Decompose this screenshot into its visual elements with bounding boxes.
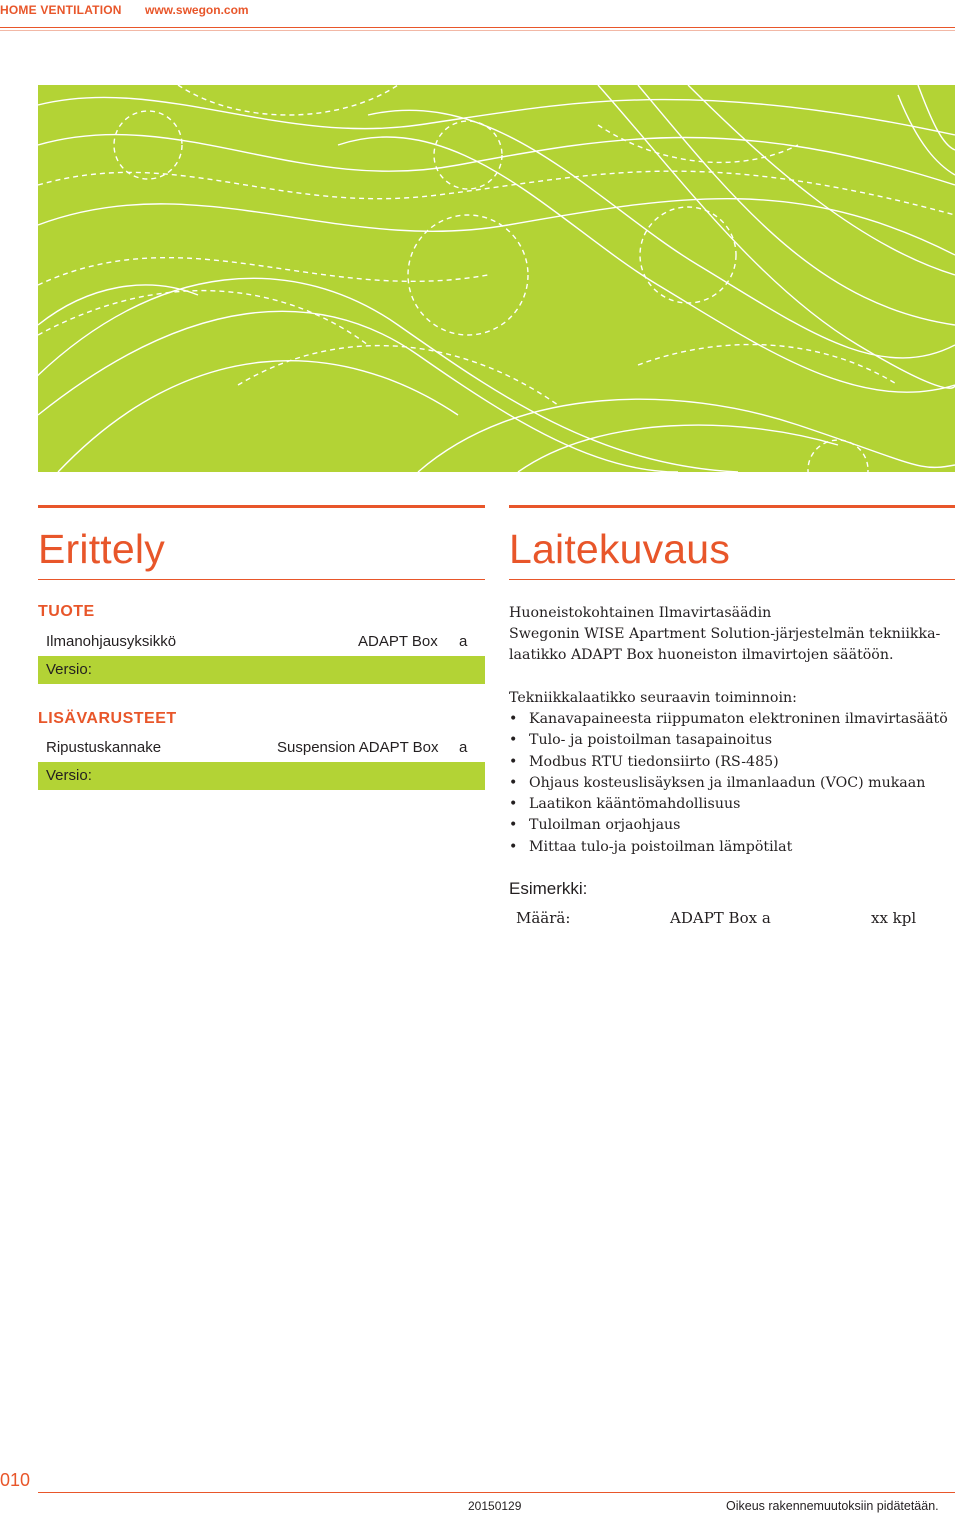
intro-line-2: Swegonin WISE Apartment Solution-järjestelmän tekniikka- [509, 626, 941, 642]
list-item: • Modbus RTU tiedonsiirto (RS-485) [509, 754, 948, 775]
list-item: • Tuloilman orjaohjaus [509, 817, 948, 838]
product-variant: a [459, 633, 468, 650]
header-divider-secondary [0, 30, 955, 31]
page-number: 010 [0, 1470, 31, 1490]
footer-date: 20150129 [468, 1499, 522, 1513]
section-title-erittely: Erittely [38, 526, 165, 572]
list-item: • Laatikon kääntömahdollisuus [509, 796, 948, 817]
example-qty: xx kpl [871, 909, 917, 927]
intro-line-3: laatikko ADAPT Box huoneiston ilmavirtojen säätöön. [509, 647, 894, 663]
header-divider [0, 27, 955, 28]
functions-list [509, 711, 948, 860]
accessory-model: Suspension ADAPT Box [277, 739, 439, 756]
product-model: ADAPT Box [358, 633, 438, 650]
functions-heading: Tekniikkalaatikko seuraavin toiminnoin: [509, 690, 797, 706]
accessory-name: Ripustuskannake [46, 739, 162, 756]
accessories-heading: LISÄVARUSTEET [38, 710, 177, 727]
product-name: Ilmanohjausyksikkö [46, 633, 177, 650]
accessory-version-bar [38, 762, 485, 790]
list-item: • Kanavapaineesta riippumaton elektroninen ilmavirtasäätö [509, 711, 948, 732]
decorative-banner [38, 85, 955, 472]
header-url-link[interactable]: www.swegon.com [145, 3, 249, 17]
description-intro [509, 603, 940, 666]
accessory-variant: a [459, 739, 468, 756]
right-title-underline [509, 579, 955, 580]
footer-divider [38, 1492, 955, 1493]
swirl-pattern-graphic [38, 85, 955, 472]
product-heading: TUOTE [38, 603, 95, 620]
list-item: • Ohjaus kosteuslisäyksen ja ilmanlaadun (VOC) mukaan [509, 775, 948, 796]
right-section-rule [509, 505, 955, 508]
list-item: • Mittaa tulo-ja poistoilman lämpötilat [509, 839, 948, 860]
example-product: ADAPT Box a [670, 909, 771, 927]
example-heading: Esimerkki: [509, 879, 588, 898]
accessory-version-label: Versio: [46, 767, 92, 784]
left-section-rule [38, 505, 485, 508]
product-version-label: Versio: [46, 661, 92, 678]
product-version-bar [38, 656, 485, 684]
left-title-underline [38, 579, 485, 580]
header-brand: HOME VENTILATION [0, 3, 122, 17]
intro-line-1: Huoneistokohtainen Ilmavirtasäädin [509, 605, 772, 621]
list-item: • Tulo- ja poistoilman tasapainoitus [509, 732, 948, 753]
example-qty-label: Määrä: [516, 909, 571, 927]
footer-note: Oikeus rakennemuutoksiin pidätetään. [726, 1499, 939, 1513]
section-title-laitekuvaus: Laitekuvaus [509, 526, 731, 572]
